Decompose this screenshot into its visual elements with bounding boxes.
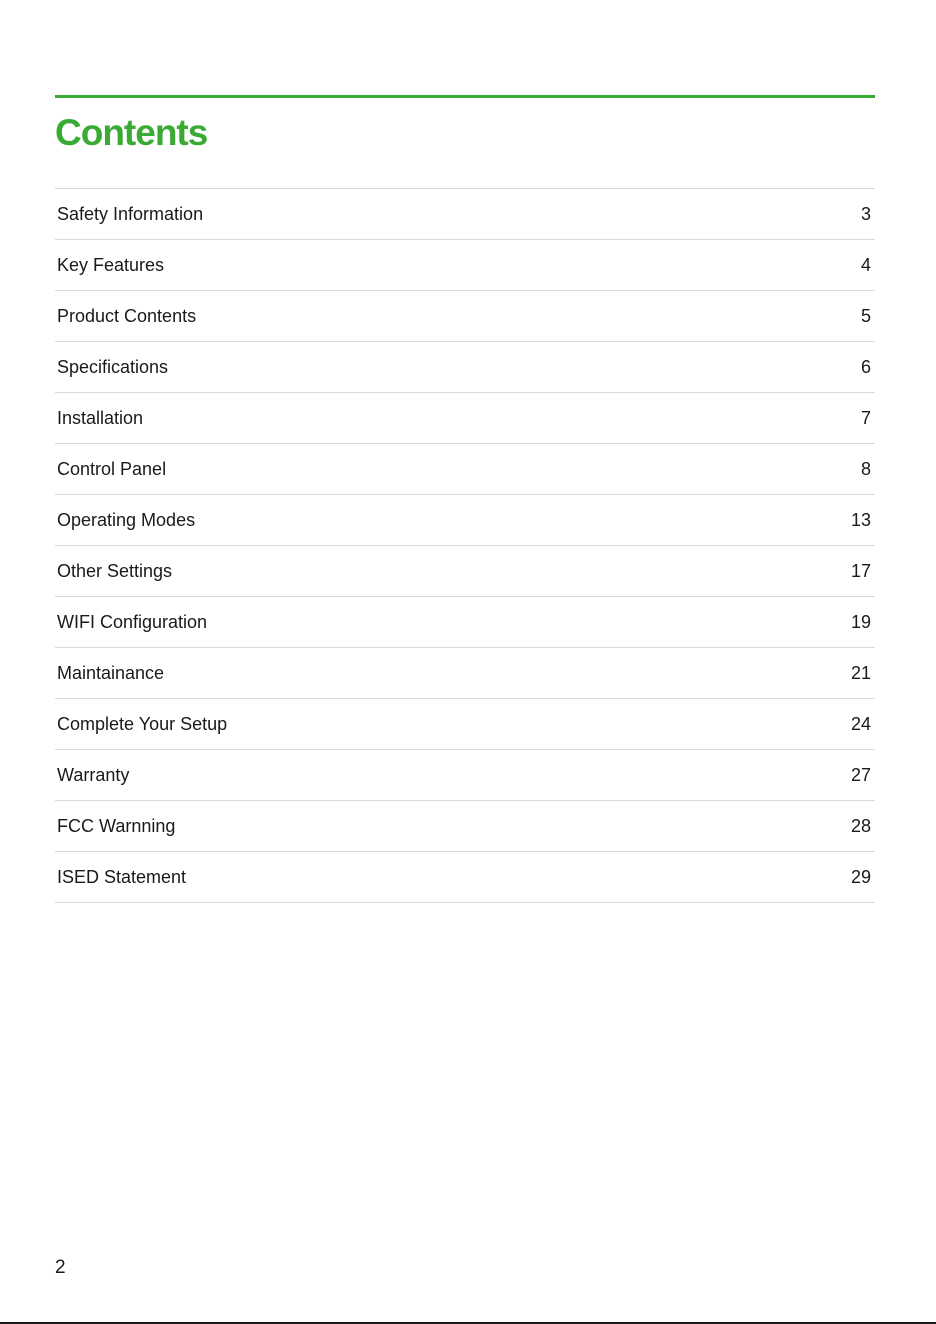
toc-entry: [55, 597, 875, 648]
toc-entry-page: 24: [850, 714, 871, 734]
toc-entry: [55, 444, 875, 495]
toc-entry-label: WIFI Configuration: [57, 612, 208, 632]
toc-entry-page: 5: [860, 306, 871, 326]
toc-entry: [55, 699, 875, 750]
toc-entry-page: 21: [850, 663, 871, 683]
toc-entry: [55, 852, 875, 903]
toc-entry-page: 27: [850, 765, 871, 785]
toc-entry: [55, 342, 875, 393]
toc-entry-page: 4: [860, 255, 871, 275]
page-title: Contents: [55, 112, 208, 153]
toc-entry-page: 29: [850, 867, 871, 887]
toc-entry-page: 8: [860, 459, 871, 479]
toc-entry-label: Maintainance: [57, 663, 165, 683]
toc-entry-page: 13: [850, 510, 871, 530]
page-number: 2: [55, 1257, 66, 1278]
toc-entry: [55, 546, 875, 597]
toc-entry: [55, 189, 875, 240]
toc-entry: [55, 393, 875, 444]
toc-entry-page: 6: [860, 357, 871, 377]
toc-entry: [55, 801, 875, 852]
toc-entry-label: Warranty: [57, 765, 130, 785]
title-rule: [55, 95, 875, 98]
toc-entry-page: 3: [860, 204, 871, 224]
toc-entry: [55, 648, 875, 699]
toc-entry: [55, 750, 875, 801]
toc-entry-label: ISED Statement: [57, 867, 187, 887]
toc-entry-label: Key Features: [57, 255, 165, 275]
toc-entry-page: 28: [850, 816, 871, 836]
table-of-contents: [55, 188, 875, 903]
toc-entry-label: Operating Modes: [57, 510, 196, 530]
toc-entry-label: Control Panel: [57, 459, 167, 479]
toc-entry-label: Complete Your Setup: [57, 714, 228, 734]
toc-entry-label: FCC Warnning: [57, 816, 176, 836]
toc-entry: [55, 291, 875, 342]
toc-entry-label: Specifications: [57, 357, 169, 377]
toc-entry-page: 19: [850, 612, 871, 632]
toc-entry-label: Safety Information: [57, 204, 204, 224]
toc-entry-label: Other Settings: [57, 561, 173, 581]
toc-entry-page: 7: [860, 408, 871, 428]
toc-entry-label: Installation: [57, 408, 144, 428]
toc-entry-label: Product Contents: [57, 306, 197, 326]
toc-entry: [55, 240, 875, 291]
toc-entry-page: 17: [850, 561, 871, 581]
toc-entry: [55, 495, 875, 546]
